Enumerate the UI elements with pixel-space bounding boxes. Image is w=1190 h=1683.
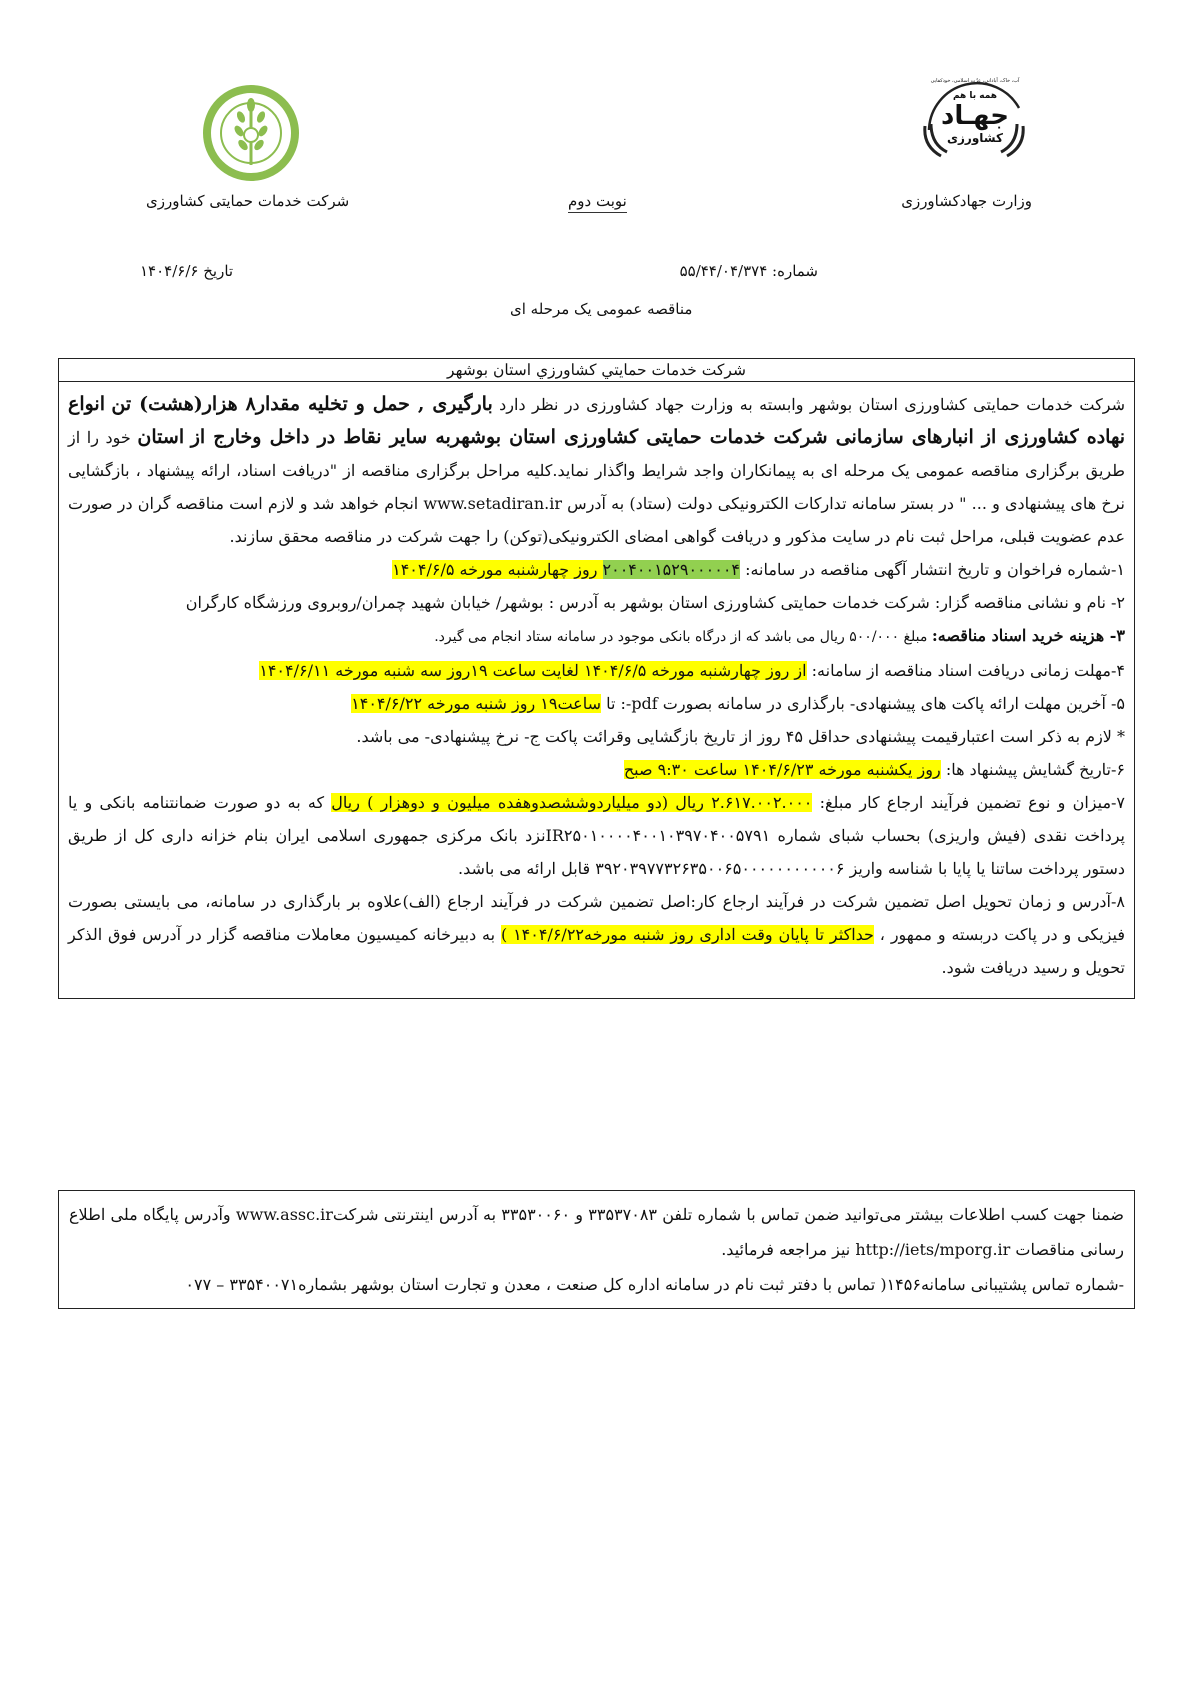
intro-text-2: خود را از طریق برگزاری مناقصه عمومی یک مرحله ای به پیمانکاران واجد شرایط واگذار نماید.کلیه مراحل برگزاری مناقصه از "دریافت اسناد، ارائه پیشنهاد ، بازگشایی نرخ های پیشنهادی و ... " در بستر سامانه تدارکات الکترونیکی دولت (ستاد) به آدرس xyxy=(68,428,1125,513)
intro-text-3: انجام خواهد شد و لازم است مناقصه گران در صورت عدم عضویت قبلی، مراحل ثبت نام در سایت مذکور و دریافت گواهی امضای الکترونیکی(توکن) را جهت شرکت در مناقصه محقق سازند. xyxy=(68,494,1125,546)
item-6-value: روز یکشنبه مورخه ۱۴۰۴/۶/۲۳ ساعت ۹:۳۰ صبح xyxy=(623,760,941,779)
item-1-label: ۱-شماره فراخوان و تاریخ انتشار آگهی مناقصه در سامانه: xyxy=(740,560,1125,579)
jahad-keshavarzi-logo xyxy=(915,68,1033,168)
setad-website: www.setadiran.ir xyxy=(423,494,562,513)
assc-link[interactable]: www.assc.ir xyxy=(235,1205,333,1224)
notice-box xyxy=(58,358,1135,999)
item-1 xyxy=(68,553,1125,586)
intro-bold-2: انواع نهاده کشاورزی از انبارهای سازمانی شرکت خدمات حمایتی کشاورزی استان بوشهربه سایر نقاط در داخل وخارج از xyxy=(68,393,1126,448)
item-4 xyxy=(68,654,1125,687)
item-6-label: ۶-تاریخ گشایش پیشنهاد ها: xyxy=(940,760,1125,779)
contact-text-1: ضمنا جهت کسب اطلاعات بیشتر می‌توانید ضمن تماس با شماره تلفن ۳۳۵۳۷۰۸۳ و ۳۳۵۳۰۰۶۰ به آدرس اینترنتی شرکت xyxy=(332,1205,1125,1224)
left-org-name: شرکت خدمات حمایتی کشاورزی xyxy=(146,192,350,210)
item-7-label: ۷-میزان و نوع تضمین فرآیند ارجاع کار مبلغ: xyxy=(812,793,1126,812)
item-3-label: ۳- هزینه خرید اسناد مناقصه: xyxy=(931,626,1125,645)
item-8-text-1: ۸-آدرس و زمان تحویل اصل تضمین شرکت در فرآیند ارجاع کار:اصل تضمین شرکت در فرآیند ارجاع (الف)علاوه بر بارگذاری در سامانه، می بایستی بصورت فیزیکی و در پاکت دربسته و ممهور ، xyxy=(68,892,1126,944)
number-value: ۵۵/۴۴/۰۴/۳۷۴ xyxy=(679,262,768,280)
date-label: تاریخ xyxy=(203,262,234,280)
item-6 xyxy=(68,753,1125,786)
item-4-label: ۴-مهلت زمانی دریافت اسناد مناقصه از سامانه: xyxy=(806,661,1125,680)
contact-line-1 xyxy=(69,1197,1124,1267)
item-3 xyxy=(68,619,1125,654)
item-7 xyxy=(68,786,1125,885)
notice-intro xyxy=(68,388,1125,553)
item-5-label: ۵- آخرین مهلت ارائه پاکت های پیشنهادی- بارگذاری در سامانه بصورت pdf-: تا xyxy=(601,694,1125,713)
logo-top-line: همه با هم xyxy=(952,91,998,101)
iets-link[interactable]: http://iets/mporg.ir xyxy=(855,1240,1011,1259)
contact-text-1b: وآدرس پایگاه ملی اطلاع رسانی مناقصات xyxy=(69,1205,1124,1259)
logo-main-word: جهـاد xyxy=(941,101,1009,131)
item-7-text: که به دو صورت ضمانتنامه بانکی و یا پرداخت نقدی (فیش واریزی) بحساب شبای شماره IR۲۵۰۱۰۰۰۰۴۰۰۱۰۳۹۷۰۴۰۰۵۷۹۱نزد بانک مرکزی جمهوری اسلامی ایران بنام خزانه داری کل از طریق دستور پرداخت ساتنا یا پایا با شناسه واریز ۳۹۲۰۳۹۷۷۳۲۶۳۵۰۰۶۵۰۰۰۰۰۰۰۰۰۰۰۶ قابل ارائه می باشد. xyxy=(68,793,1126,878)
item-1-call-number: ۲۰۰۴۰۰۱۵۲۹۰۰۰۰۰۴ xyxy=(602,560,740,579)
right-org-name: وزارت جهادکشاورزی xyxy=(901,192,1032,210)
contact-line-2: -شماره تماس پشتیبانی سامانه۱۴۵۶( تماس با دفتر ثبت نام در سامانه اداره کل صنعت ، معدن و تجارت استان بوشهر بشماره۳۳۵۴۰۰۷۱ – ۰۷۷ xyxy=(185,1275,1124,1294)
number-label: شماره: xyxy=(772,262,818,280)
intro-bold-3: استان xyxy=(137,426,185,448)
logo-sub-word: کشاورزی xyxy=(947,131,1003,145)
item-3-text: مبلغ ۵۰۰/۰۰۰ ریال می باشد که از درگاه بانکی موجود در سامانه ستاد انجام می گیرد. xyxy=(434,629,932,645)
item-7-value: ۲.۶۱۷.۰۰۲.۰۰۰ ریال (دو میلیاردوششصدوهفده میلیون و دوهزار ) ریال xyxy=(331,793,813,812)
item-5 xyxy=(68,687,1125,720)
notice-box-title: شرکت خدمات حمایتي كشاورزي استان بوشهر xyxy=(59,359,1134,382)
contact-text-1c: نیز مراجعه فرمائید. xyxy=(721,1240,856,1259)
validity-note: * لازم به ذکر است اعتبارقیمت پیشنهادی حداقل ۴۵ روز از تاریخ بازگشایی وقرائت پاکت ج- نرخ پیشنهادی- می باشد. xyxy=(356,727,1125,746)
letter-date xyxy=(140,262,233,280)
item-8-value: حداکثر تا پایان وقت اداری روز شنبه مورخه۱۴۰۴/۶/۲۲ ) xyxy=(500,925,874,944)
item-4-value: از روز چهارشنبه مورخه ۱۴۰۴/۶/۵ لغایت ساعت ۱۹روز سه شنبه مورخه ۱۴۰۴/۶/۱۱ xyxy=(259,661,807,680)
letter-number xyxy=(680,262,818,280)
date-value: ۱۴۰۴/۶/۶ xyxy=(140,262,199,280)
intro-text-1: شرکت خدمات حمایتی کشاورزی استان بوشهر وابسته به وزارت جهاد کشاورزی در نظر دارد xyxy=(492,395,1125,414)
round-label: نوبت دوم xyxy=(568,192,627,213)
tender-type: مناقصه عمومی یک مرحله ای xyxy=(510,300,693,318)
contact-box xyxy=(58,1190,1135,1309)
item-1-date: روز چهارشنبه مورخه ۱۴۰۴/۶/۵ xyxy=(392,560,603,579)
notice-body xyxy=(59,382,1134,998)
logo-arc-text: آب، خاک، آبادانی، عزّت اسلامی، خودکفایی xyxy=(930,78,1020,84)
item-2: ۲- نام و نشانی مناقصه گزار: شرکت خدمات حمایتی کشاورزی استان بوشهر به آدرس : بوشهر/ خیابان شهید چمران/روبروی ورزشگاه کارگران xyxy=(185,593,1125,612)
item-5-value: ساعت۱۹ روز شنبه مورخه ۱۴۰۴/۶/۲۲ xyxy=(351,694,602,713)
company-logo xyxy=(203,85,299,181)
item-8-text-2: به دبیرخانه کمیسیون معاملات مناقصه گزار در آدرس فوق الذکر تحویل و رسید دریافت شود. xyxy=(68,925,1125,977)
intro-bold-1: بارگیری , حمل و تخلیه مقدار۸ هزار(هشت) تن xyxy=(111,393,493,415)
item-8 xyxy=(68,885,1125,984)
